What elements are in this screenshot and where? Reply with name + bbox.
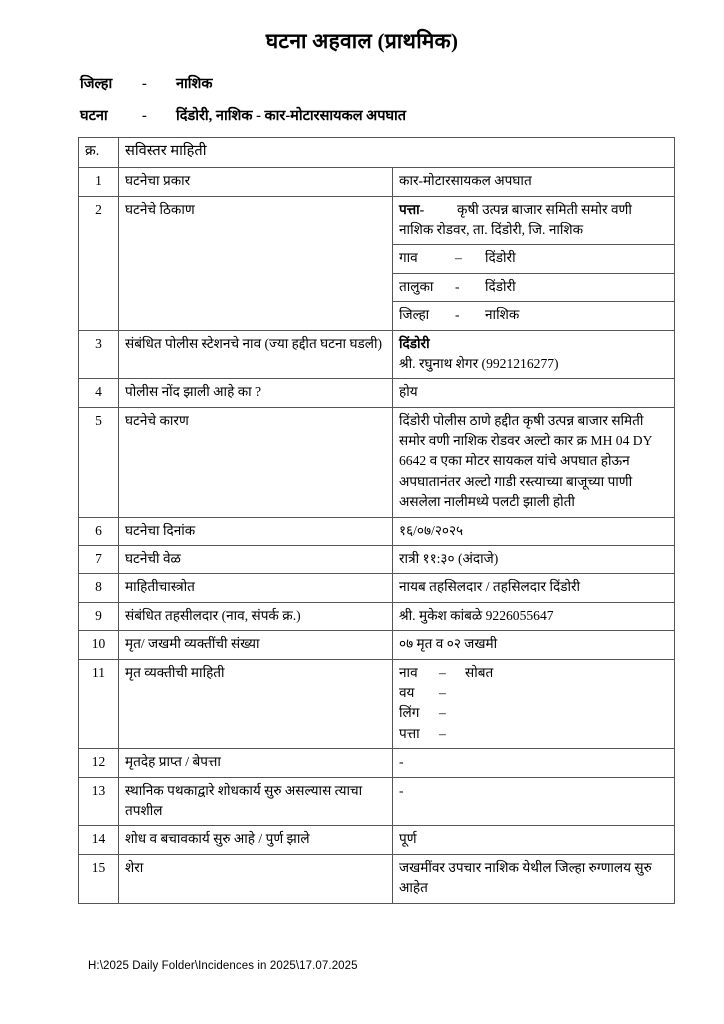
row-description: माहितीचास्त्रोत	[119, 574, 393, 602]
table-row	[79, 196, 675, 330]
row-value	[393, 330, 675, 379]
meta-row-incident	[80, 105, 724, 125]
page-title: घटना अहवाल (प्राथमिक)	[265, 29, 459, 53]
column-header-details: सविस्तर माहिती	[119, 138, 675, 168]
row-value: नायब तहसिलदार / तहसिलदार दिंडोरी	[393, 574, 675, 602]
location-subtable	[393, 197, 674, 330]
village-value: दिंडोरी	[485, 250, 516, 266]
table-row	[79, 546, 675, 574]
row-serial: 13	[79, 777, 119, 826]
row-serial: 2	[79, 196, 119, 330]
meta-dash-district: -	[142, 76, 147, 93]
row-value	[393, 196, 675, 330]
district-dash: -	[455, 307, 460, 323]
row-serial: 15	[79, 854, 119, 903]
table-row	[79, 659, 675, 749]
row-serial: 14	[79, 826, 119, 854]
row-description: मृत/ जखमी व्यक्तींची संख्या	[119, 631, 393, 659]
location-address-row	[393, 197, 674, 245]
location-district-cell	[393, 302, 674, 330]
table-row	[79, 602, 675, 630]
row-serial: 7	[79, 546, 119, 574]
meta-label-district: जिल्हा	[80, 76, 113, 93]
deceased-address-line	[399, 724, 668, 744]
table-row	[79, 826, 675, 854]
deceased-name-value: सोबत	[465, 664, 494, 680]
deceased-gender-label: लिंग	[399, 705, 420, 721]
table-row	[79, 574, 675, 602]
deceased-age-line	[399, 683, 668, 703]
row-value: १६/०७/२०२५	[393, 517, 675, 545]
table-row	[79, 407, 675, 517]
row-description: संबंधित पोलीस स्टेशनचे नाव (ज्या हद्दीत घटना घडली)	[119, 330, 393, 379]
meta-dash-incident: -	[142, 108, 147, 125]
row-serial: 11	[79, 659, 119, 749]
row-description: स्थानिक पथकाद्वारे शोधकार्य सुरु असल्यास त्याचा तपशील	[119, 777, 393, 826]
row-value: होय	[393, 379, 675, 407]
table-row	[79, 777, 675, 826]
table-row	[79, 330, 675, 379]
location-village-cell	[393, 245, 674, 273]
meta-value-incident: दिंडोरी, नाशिक - कार-मोटारसायकल अपघात	[176, 108, 407, 125]
row-description: पोलीस नोंद झाली आहे का ?	[119, 379, 393, 407]
row-value: श्री. मुकेश कांबळे 9226055647	[393, 602, 675, 630]
table-row	[79, 749, 675, 777]
police-officer-contact: श्री. रघुनाथ शेगर (9921216277)	[399, 355, 559, 371]
meta-row-district	[80, 73, 724, 93]
incident-report-table	[78, 137, 675, 903]
row-description: शोध व बचावकार्य सुरु आहे / पुर्ण झाले	[119, 826, 393, 854]
deceased-name-line	[399, 663, 668, 683]
deceased-age-dash: –	[439, 685, 446, 700]
table-row	[79, 854, 675, 903]
taluka-value: दिंडोरी	[485, 278, 516, 294]
row-description: मृत व्यक्तीची माहिती	[119, 659, 393, 749]
location-taluka-row	[393, 273, 674, 301]
deceased-name-dash: –	[439, 664, 446, 680]
taluka-dash: -	[455, 278, 460, 294]
district-value: नाशिक	[485, 307, 520, 323]
row-serial: 3	[79, 330, 119, 379]
deceased-address-label: पत्ता	[399, 725, 420, 741]
deceased-age-label: वय	[399, 685, 415, 700]
row-value: दिंडोरी पोलीस ठाणे हद्दीत कृषी उत्पन्न बाजार समिती समोर वणी नाशिक रोडवर अल्टो कार क्र MH 04 DY 6642 व एका मोटर सायकल यांचे अपघात होऊन अपघातानंतर अल्टो गाडी रस्त्याच्या बाजूच्या पाणी असलेला नालीमध्ये पलटी झाली होती	[393, 407, 675, 517]
table-row	[79, 631, 675, 659]
village-dash: –	[455, 250, 462, 266]
table-row	[79, 379, 675, 407]
row-description: घटनेचा दिनांक	[119, 517, 393, 545]
row-serial: 6	[79, 517, 119, 545]
deceased-name-label: नाव	[399, 664, 418, 680]
row-serial: 8	[79, 574, 119, 602]
row-value	[393, 659, 675, 749]
village-label: गाव	[399, 250, 418, 266]
row-value: -	[393, 777, 675, 826]
row-value: कार-मोटारसायकल अपघात	[393, 168, 675, 196]
district-label: जिल्हा	[399, 307, 430, 323]
row-serial: 9	[79, 602, 119, 630]
row-serial: 10	[79, 631, 119, 659]
row-description: घटनेचा प्रकार	[119, 168, 393, 196]
taluka-label: तालुका	[399, 278, 434, 294]
table-row	[79, 517, 675, 545]
row-description: घटनेचे ठिकाण	[119, 196, 393, 330]
meta-value-district: नाशिक	[176, 76, 213, 93]
deceased-address-dash: –	[439, 725, 446, 741]
table-header-row	[79, 138, 675, 168]
footer-file-path: H:\2025 Daily Folder\Incidences in 2025\17.07.2025	[88, 960, 358, 972]
location-village-row	[393, 245, 674, 273]
row-serial: 12	[79, 749, 119, 777]
row-description: घटनेचे कारण	[119, 407, 393, 517]
column-header-serial: क्र.	[79, 138, 119, 168]
row-serial: 1	[79, 168, 119, 196]
address-label: पत्ता-	[399, 201, 425, 217]
row-value: रात्री ११:३० (अंदाजे)	[393, 546, 675, 574]
location-district-row	[393, 302, 674, 330]
address-value: कृषी उत्पन्न बाजार समिती समोर वणी नाशिक रोडवर, ता. दिंडोरी, जि. नाशिक	[399, 201, 632, 237]
document-meta	[0, 57, 724, 125]
table-row	[79, 168, 675, 196]
row-value: ०७ मृत व ०२ जखमी	[393, 631, 675, 659]
row-value: -	[393, 749, 675, 777]
row-value: जखमींवर उपचार नाशिक येथील जिल्हा रुग्णालय सुरु आहेत	[393, 854, 675, 903]
row-description: शेरा	[119, 854, 393, 903]
row-serial: 5	[79, 407, 119, 517]
deceased-gender-dash: –	[439, 705, 446, 721]
location-address-cell	[393, 197, 674, 245]
deceased-gender-line	[399, 703, 668, 723]
row-description: घटनेची वेळ	[119, 546, 393, 574]
row-description: मृतदेह प्राप्त / बेपत्ता	[119, 749, 393, 777]
row-value: पूर्ण	[393, 826, 675, 854]
meta-label-incident: घटना	[80, 108, 108, 125]
location-taluka-cell	[393, 273, 674, 301]
row-serial: 4	[79, 379, 119, 407]
police-station-name: दिंडोरी	[399, 335, 430, 351]
row-description: संबंधित तहसीलदार (नाव, संपर्क क्र.)	[119, 602, 393, 630]
